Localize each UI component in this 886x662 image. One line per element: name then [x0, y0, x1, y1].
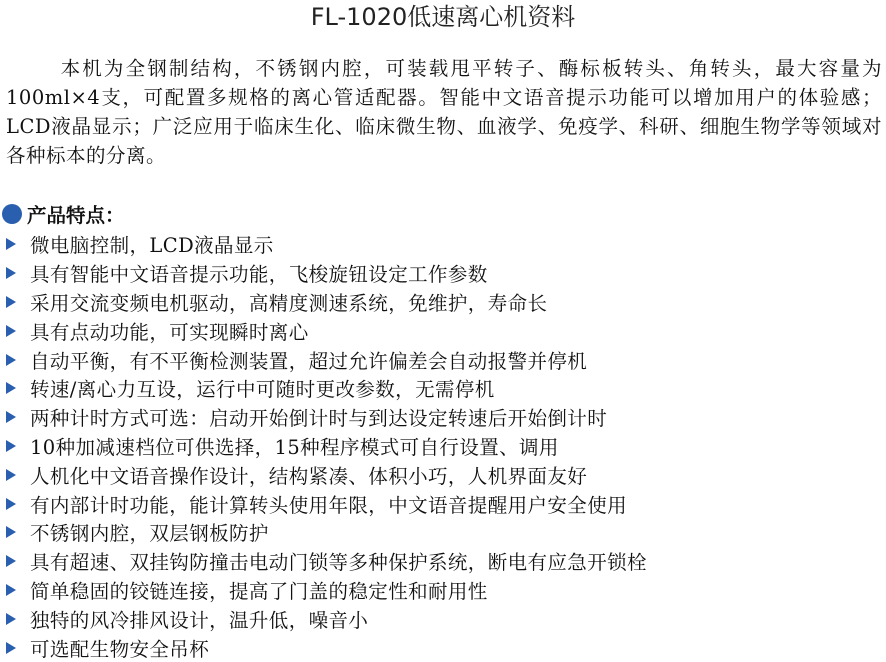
- list-item: [0, 316, 647, 345]
- list-item: [0, 288, 647, 317]
- list-item: [0, 230, 647, 259]
- triangle-bullet-icon: [6, 584, 16, 596]
- feature-text: 人机化中文语音操作设计，结构紧凑、体积小巧，人机界面友好: [30, 464, 588, 488]
- triangle-bullet-icon: [6, 354, 16, 366]
- feature-text: 两种计时方式可选：启动开始倒计时与到达设定转速后开始倒计时: [30, 407, 608, 431]
- feature-text: 采用交流变频电机驱动，高精度测速系统，免维护，寿命长: [30, 291, 548, 315]
- feature-text: 具有点动功能，可实现瞬时离心: [30, 320, 309, 344]
- list-item: [0, 403, 647, 432]
- list-item: [0, 432, 647, 461]
- list-item: [0, 633, 647, 662]
- list-item: [0, 489, 647, 518]
- triangle-bullet-icon: [6, 296, 16, 308]
- triangle-bullet-icon: [6, 469, 16, 481]
- triangle-bullet-icon: [6, 526, 16, 538]
- feature-text: 微电脑控制，LCD液晶显示: [30, 234, 274, 258]
- feature-text: 独特的风冷排风设计，温升低，噪音小: [30, 608, 369, 632]
- features-heading: [2, 199, 125, 229]
- triangle-bullet-icon: [6, 613, 16, 625]
- page-title: FL-1020低速离心机资料: [310, 3, 576, 31]
- triangle-bullet-icon: [6, 642, 16, 654]
- list-item: [0, 345, 647, 374]
- triangle-bullet-icon: [6, 498, 16, 510]
- circle-bullet-icon: [2, 204, 22, 224]
- triangle-bullet-icon: [6, 411, 16, 423]
- list-item: [0, 460, 647, 489]
- list-item: [0, 604, 647, 633]
- triangle-bullet-icon: [6, 267, 16, 279]
- list-item: [0, 374, 647, 403]
- feature-text: 10种加减速档位可供选择，15种程序模式可自行设置、调用: [30, 435, 559, 459]
- triangle-bullet-icon: [6, 325, 16, 337]
- feature-text: 自动平衡，有不平衡检测装置，超过允许偏差会自动报警并停机: [30, 349, 588, 373]
- list-item: [0, 259, 647, 288]
- list-item: [0, 576, 647, 605]
- intro-paragraph: 本机为全钢制结构，不锈钢内腔，可装载甩平转子、酶标板转头、角转头，最大容量为100ml×4支，可配置多规格的离心管适配器。智能中文语音提示功能可以增加用户的体验感；LCD液晶显示；广泛应用于临床生化、临床微生物、血液学、免疫学、科研、细胞生物学等领域对各种标本的分离。: [6, 57, 882, 167]
- triangle-bullet-icon: [6, 238, 16, 250]
- feature-text: 有内部计时功能，能计算转头使用年限，中文语音提醒用户安全使用: [30, 493, 628, 517]
- triangle-bullet-icon: [6, 555, 16, 567]
- features-heading-label: 产品特点：: [27, 204, 125, 227]
- feature-text: 具有智能中文语音提示功能，飞梭旋钮设定工作参数: [30, 263, 488, 287]
- features-list: [0, 230, 647, 662]
- feature-text: 具有超速、双挂钩防撞击电动门锁等多种保护系统，断电有应急开锁栓: [30, 551, 647, 575]
- triangle-bullet-icon: [6, 440, 16, 452]
- triangle-bullet-icon: [6, 382, 16, 394]
- feature-text: 可选配生物安全吊杯: [30, 637, 210, 661]
- feature-text: 转速/离心力互设，运行中可随时更改参数，无需停机: [30, 378, 495, 402]
- list-item: [0, 547, 647, 576]
- feature-text: 简单稳固的铰链连接，提高了门盖的稳定性和耐用性: [30, 579, 488, 603]
- list-item: [0, 518, 647, 547]
- feature-text: 不锈钢内腔，双层钢板防护: [30, 522, 269, 546]
